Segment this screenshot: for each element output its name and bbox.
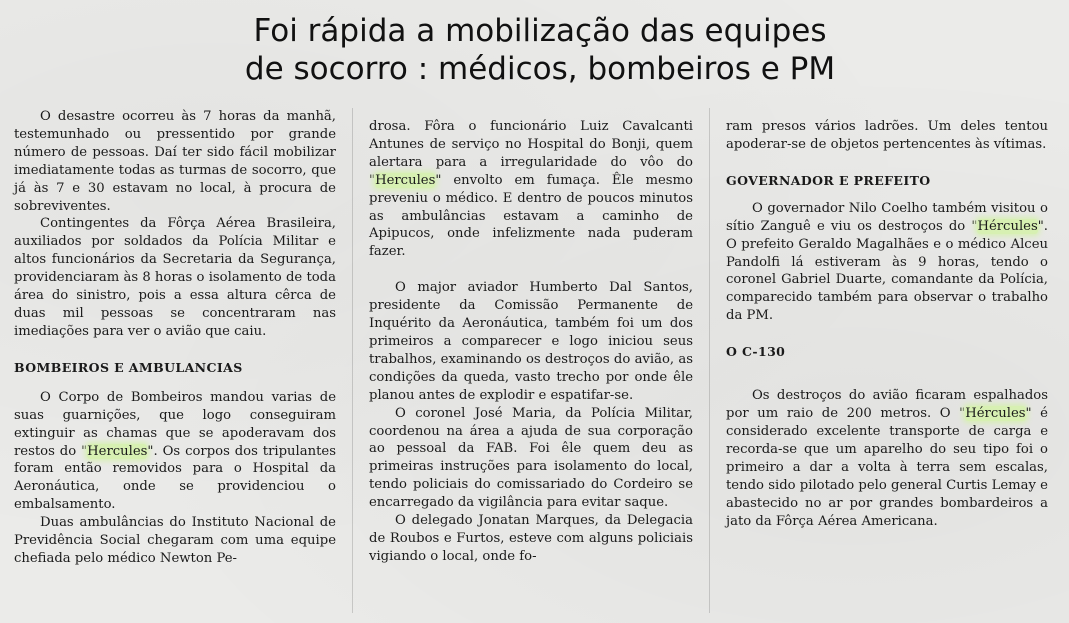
headline-line-2: de socorro : médicos, bombeiros e PM	[244, 51, 836, 87]
paragraph: O desastre ocorreu às 7 horas da manhã, testemunhado ou pressentido por grande número de pessoas. Daí ter sido fácil mobilizar imediatamente todas as turmas de socorro, que já às 7 e 30 estavam no local, à procura de sobreviventes.	[14, 109, 336, 214]
paragraph: O governador Nilo Coelho também visitou o sítio Zanguê e viu os destroços do "Hércules". O prefeito Geraldo Magalhães e o médico Alceu Pandolfi lá estiveram às 9 horas, tendo o coronel Gabriel Duarte, comandante da Polícia, comparecido também para observar o trabalho da PM.	[726, 200, 1048, 324]
section-heading-bombeiros: BOMBEIROS E AMBULANCIAS	[14, 359, 243, 375]
paragraph: drosa. Fôra o funcionário Luiz Cavalcanti Antunes de serviço no Hospital do Bonji, quem alertara para a irregularidade do vôo do "Hercules" envolto em fumaça. Êle mesmo preveniu o médico. E dentro de poucos minutos as ambulâncias estavam a caminho de Apipucos, onde infelizmente nada puderam fazer.	[369, 119, 693, 260]
column-divider	[709, 108, 710, 613]
highlighted-term: Hércules	[977, 218, 1038, 234]
paragraph: O coronel José Maria, da Polícia Militar, coordenou na área a ajuda de sua corporação ao pessoal da FAB. Foi êle quem deu as primeiras instruções para isolamento do local, tendo policiais do comissariado do Cordeiro se encarregado da vigilância para evitar saque.	[369, 405, 693, 511]
paragraph: O major aviador Humberto Dal Santos, presidente da Comissão Permanente de Inquérito da Aeronáutica, também foi um dos primeiros a comparecer e logo iniciou seus trabalhos, examinando os destroços do avião, as condições da queda, vasto trecho por onde êle planou antes de explodir e espatifar-se.	[369, 280, 693, 403]
section-heading-c130: O C-130	[726, 344, 786, 360]
column-3	[726, 118, 1048, 530]
highlighted-term: Hercules	[87, 443, 148, 459]
paragraph: ram presos vários ladrões. Um deles tentou apoderar-se de objetos pertencentes às vítimas.	[726, 119, 1048, 152]
highlighted-term: Hércules	[965, 406, 1026, 422]
section-heading-governador: GOVERNADOR E PREFEITO	[726, 172, 931, 188]
paragraph: Os destroços do avião ficaram espalhados por um raio de 200 metros. O "Hércules" é considerado excelente transporte de carga e recorda-se que um aparelho do seu tipo foi o primeiro a dar a volta à terra sem escalas, tendo sido pilotado pelo general Curtis Lemay e abastecido no ar por grandes bombardeiros a jato da Fôrça Aérea Americana.	[726, 388, 1048, 529]
paragraph: Duas ambulâncias do Instituto Nacional de Previdência Social chegaram com uma equipe chefiada pelo médico Newton Pe-	[14, 515, 336, 566]
headline-line-1: Foi rápida a mobilização das equipes	[253, 13, 827, 49]
paragraph: O Corpo de Bombeiros mandou varias de suas guarnições, que logo conseguiram extinguir as chamas que se apoderavam dos restos do "Hercules". Os corpos dos tripulantes foram então removidos para o Hospital da Aeronáutica, onde se providenciou o embalsamento.	[14, 389, 336, 513]
highlighted-term: Hercules	[375, 172, 436, 188]
paragraph: O delegado Jonatan Marques, da Delegacia de Roubos e Furtos, esteve com alguns policiais vigiando o local, onde fo-	[369, 513, 693, 564]
column-divider	[352, 108, 353, 613]
column-2	[369, 118, 693, 566]
paragraph: Contingentes da Fôrça Aérea Brasileira, auxiliados por soldados da Polícia Militar e altos funcionários da Secretaria da Segurança, providenciaram às 8 horas o isolamento de toda área do sinistro, pois a essa altura cêrca de duas mil pessoas se concentraram nas imediações para ver o avião que caiu.	[14, 216, 336, 339]
article-headline	[180, 12, 900, 88]
column-1	[14, 108, 336, 568]
